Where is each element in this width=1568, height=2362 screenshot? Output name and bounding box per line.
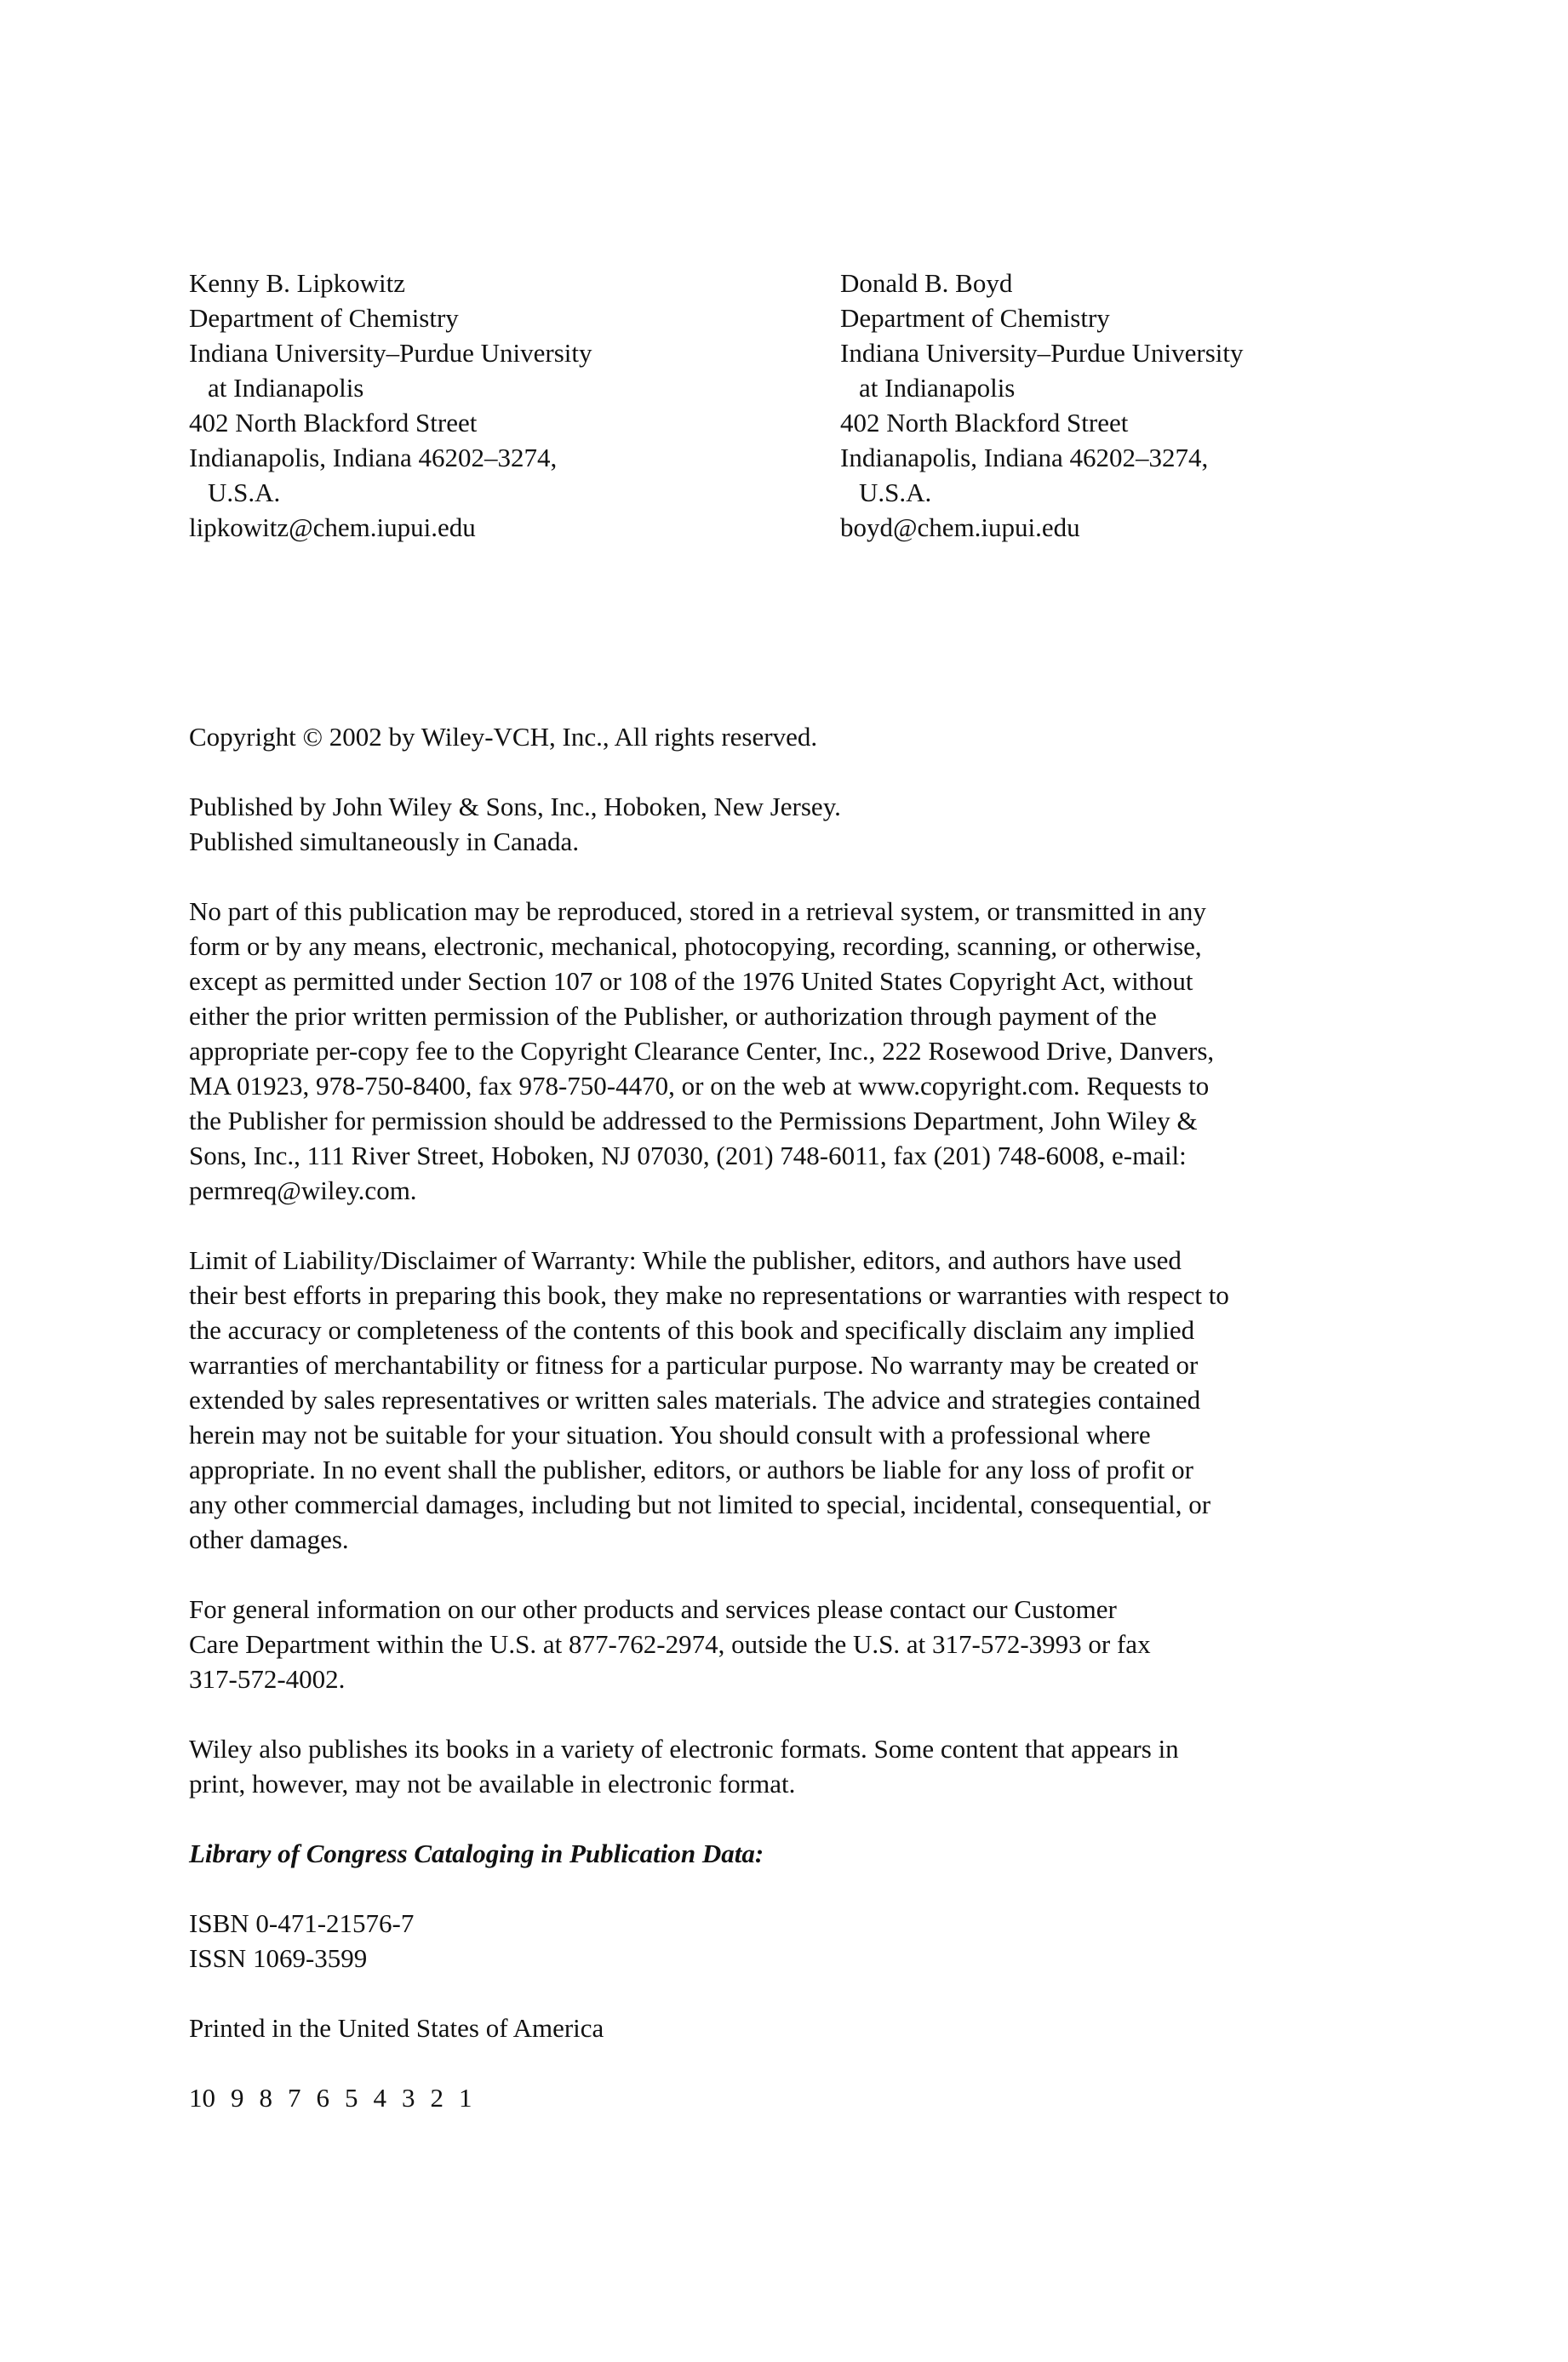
- paragraph-line: Sons, Inc., 111 River Street, Hoboken, NJ 07030, (201) 748-6011, fax (201) 748-6008, e-mail:: [189, 1141, 1187, 1170]
- paragraph-line: either the prior written permission of the Publisher, or authorization through payment of the: [189, 1001, 1157, 1031]
- print-number: 4: [373, 2083, 386, 2113]
- isbn: ISBN 0-471-21576-7: [189, 1908, 415, 1938]
- rights-paragraph: [189, 894, 1385, 1208]
- author-street: 402 North Blackford Street: [189, 408, 478, 438]
- print-number: 9: [231, 2083, 244, 2113]
- print-number: 2: [430, 2083, 444, 2113]
- paragraph-line: herein may not be suitable for your situation. You should consult with a professional where: [189, 1420, 1151, 1450]
- author-campus: at Indianapolis: [859, 373, 1016, 403]
- paragraph-line: MA 01923, 978-750-8400, fax 978-750-4470, or on the web at www.copyright.com. Requests to: [189, 1071, 1210, 1101]
- author-email: boyd@chem.iupui.edu: [840, 512, 1080, 542]
- author-name: Donald B. Boyd: [840, 268, 1013, 298]
- author-addresses: [189, 266, 1385, 545]
- author-university: Indiana University–Purdue University: [840, 338, 1244, 368]
- paragraph-line: permreq@wiley.com.: [189, 1175, 417, 1205]
- cataloging-heading: Library of Congress Cataloging in Publication Data:: [189, 1839, 764, 1868]
- print-number: 8: [259, 2083, 272, 2113]
- author-name: Kenny B. Lipkowitz: [189, 268, 405, 298]
- paragraph-line: except as permitted under Section 107 or 108 of the 1976 United States Copyright Act, without: [189, 966, 1193, 996]
- print-number: 7: [288, 2083, 301, 2113]
- author-street: 402 North Blackford Street: [840, 408, 1129, 438]
- paragraph-line: 317-572-4002.: [189, 1664, 346, 1694]
- published-canada-line: Published simultaneously in Canada.: [189, 826, 580, 856]
- paragraph-line: appropriate. In no event shall the publisher, editors, or authors be liable for any loss of profit or: [189, 1455, 1193, 1484]
- author-country: U.S.A.: [208, 478, 281, 507]
- author-campus: at Indianapolis: [208, 373, 364, 403]
- paragraph-line: Wiley also publishes its books in a variety of electronic formats. Some content that appears in: [189, 1734, 1179, 1764]
- print-number: 5: [345, 2083, 358, 2113]
- print-number: 3: [402, 2083, 415, 2113]
- liability-paragraph: [189, 1243, 1385, 1557]
- paragraph-line: warranties of merchantability or fitness for a particular purpose. No warranty may be created or: [189, 1350, 1199, 1380]
- author-address-block: [840, 266, 1385, 545]
- electronic-formats-paragraph: [189, 1731, 1385, 1801]
- paragraph-line: other damages.: [189, 1524, 349, 1554]
- publisher-statement: [189, 789, 1385, 859]
- author-city: Indianapolis, Indiana 46202–3274,: [189, 443, 558, 472]
- paragraph-line: the accuracy or completeness of the contents of this book and specifically disclaim any implied: [189, 1315, 1195, 1345]
- paragraph-line: For general information on our other products and services please contact our Customer: [189, 1594, 1117, 1624]
- author-address-block: [189, 266, 840, 545]
- paragraph-line: Limit of Liability/Disclaimer of Warranty: While the publisher, editors, and authors have used: [189, 1245, 1182, 1275]
- printed-in: [189, 2010, 1385, 2045]
- paragraph-line: the Publisher for permission should be addressed to the Permissions Department, John Wiley &: [189, 1106, 1198, 1135]
- paragraph-line: appropriate per-copy fee to the Copyright Clearance Center, Inc., 222 Rosewood Drive, Danvers,: [189, 1036, 1215, 1066]
- printing-number-line: [189, 2080, 1385, 2115]
- print-number: 1: [459, 2083, 472, 2113]
- paragraph-line: any other commercial damages, including but not limited to special, incidental, consequential, or: [189, 1490, 1211, 1519]
- print-number: 6: [316, 2083, 329, 2113]
- author-email: lipkowitz@chem.iupui.edu: [189, 512, 476, 542]
- author-country: U.S.A.: [859, 478, 932, 507]
- author-department: Department of Chemistry: [840, 303, 1110, 333]
- contact-info-paragraph: [189, 1592, 1385, 1696]
- published-by-line: Published by John Wiley & Sons, Inc., Hoboken, New Jersey.: [189, 792, 841, 821]
- author-city: Indianapolis, Indiana 46202–3274,: [840, 443, 1209, 472]
- author-university: Indiana University–Purdue University: [189, 338, 592, 368]
- author-department: Department of Chemistry: [189, 303, 459, 333]
- paragraph-line: No part of this publication may be reproduced, stored in a retrieval system, or transmitted in any: [189, 896, 1206, 926]
- identifiers: [189, 1906, 1385, 1976]
- paragraph-line: Care Department within the U.S. at 877-762-2974, outside the U.S. at 317-572-3993 or fax: [189, 1629, 1151, 1659]
- paragraph-line: form or by any means, electronic, mechanical, photocopying, recording, scanning, or otherwise,: [189, 931, 1202, 961]
- paragraph-line: extended by sales representatives or written sales materials. The advice and strategies contained: [189, 1385, 1201, 1415]
- copyright-page: [189, 266, 1385, 2115]
- print-number: 10: [189, 2083, 215, 2113]
- paragraph-line: their best efforts in preparing this book, they make no representations or warranties with respect to: [189, 1280, 1229, 1310]
- printed-in-line: Printed in the United States of America: [189, 2013, 604, 2043]
- issn: ISSN 1069-3599: [189, 1943, 368, 1973]
- copyright-notice: Copyright © 2002 by Wiley-VCH, Inc., All rights reserved.: [189, 722, 818, 752]
- paragraph-line: print, however, may not be available in electronic format.: [189, 1769, 796, 1799]
